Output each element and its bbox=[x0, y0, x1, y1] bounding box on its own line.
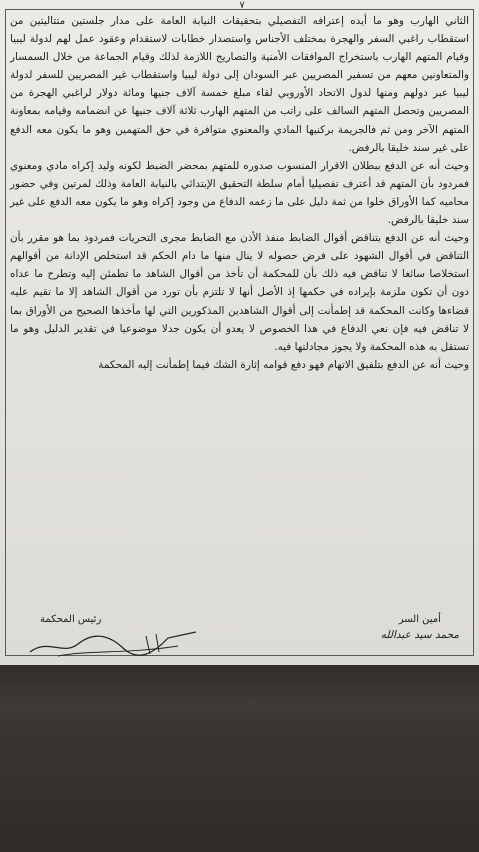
clerk-signature bbox=[381, 614, 459, 641]
clerk-title: أمين السر bbox=[398, 614, 441, 625]
paragraph-defendant-charges: الثاني الهارب وهو ما أيده إعترافه التفصيلي بتحقيقات النيابة العامة على مدار جلستين متتاليتين من استقطاب راغبي السفر والهجرة بمختلف الأجناس واستصدار خطابات لاستقدام وعقود عمل لهم لدولة ليبيا وقيام المتهم الهارب باستخراج الموافقات الأمنية والتصاريح اللازمة لذلك وقيام الجماعة من خلال السمسار والمتعاونين معهم من تسفير المصريين عبر السودان إلى دولة ليبيا واستقطاب غير المصريين للسفر لدولة ليبيا عبر دولهم ومنها لدول الاتحاد الأوروبي لقاء مبلغ خمسة آلاف جنيها ومائة دولار لراغبي الهجرة من المصريين وتحصل المتهم السالف على راتب من المتهم الهارب ثلاثة آلاف جنيها عن انضمامه وقيامه بمعاونة المتهم الآخر ومن ثم فالجريمة بركنيها المادي والمعنوي متوافرة في حق المتهمين وهو ما يكون معه الدفع على غير سند خليقا بالرفض. bbox=[10, 15, 469, 154]
paragraph-fabrication-defense: وحيث أنه عن الدفع بتلفيق الاتهام فهو دفع قوامه إثارة الشك فيما إطمأنت إليه المحكمة bbox=[98, 358, 469, 371]
signature-block bbox=[10, 608, 469, 656]
handwritten-signature bbox=[28, 628, 198, 658]
page-number: ٧ bbox=[239, 0, 245, 11]
judgment-text bbox=[10, 12, 469, 374]
paragraph-contradiction-defense: وحيث أنه عن الدفع بتناقض أقوال الضابط منفذ الأذن مع الضابط مجرى التحريات فمردود بما هو مقرر بأن التناقض في أقوال الشهود على فرض حصوله لا ينال منها ما دام الحكم قد استخلص الإدانة من أقوالهم استخلاصا سائغا لا تناقض فيه ذلك بأن للمحكمة أن تأخذ من أقوال الشاهد ما تطمئن إليه وتطرح ما عداه دون أن تكون ملزمة بإيراده في حكمها إذ الأصل أنها لا تلتزم بأن تورد من أقوال الشاهد إلا ما تقيم عليه قضاءها وكانت المحكمة قد إطمأنت إلى أقوال الشاهدين المذكورين التي لها مأخذها الصحيح من الأوراق بما لا تناقض فيه فإن نعي الدفاع في هذا الخصوص لا يعدو أن يكون جدلا موضوعيا في تقدير الدليل وهو ما تستقل به هذه المحكمة ولا يجوز مجادلتها فيه. bbox=[10, 232, 469, 353]
paragraph-confession-defense: وحيث أنه عن الدفع ببطلان الاقرار المنسوب صدوره للمتهم بمحضر الضبط لكونه وليد إكراه مادي ومعنوي فمردود بأن المتهم قد أعترف تفصيليا أمام سلطة التحقيق الإبتدائي بالنيابة العامة وذلك لمرتين وفي حضور محاميه كما الأوراق خلوا من ثمة دليل على ما زعمه الدفاع من وجود إكراه وهو ما يكون معه الدفع على غير سند خليقا بالرفض. bbox=[10, 159, 469, 227]
shadow bbox=[0, 665, 479, 705]
president-title: رئيس المحكمة bbox=[40, 614, 102, 625]
president-signature bbox=[40, 614, 101, 625]
background-surface bbox=[0, 665, 479, 852]
clerk-name: محمد سيد عبدالله bbox=[380, 629, 459, 641]
